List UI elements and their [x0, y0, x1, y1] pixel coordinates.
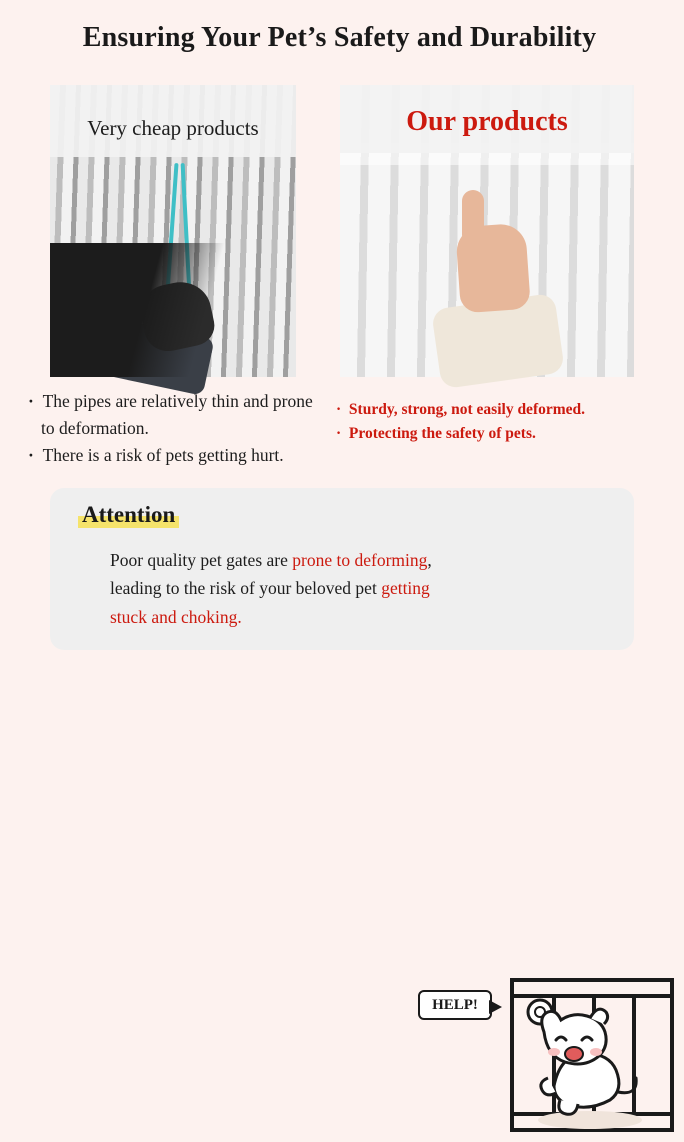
gloved-hand-icon	[136, 276, 218, 355]
attention-text	[110, 546, 460, 631]
panel-caption-ours: Our products	[340, 85, 634, 153]
attention-text-part: Poor quality pet gates are	[110, 550, 293, 570]
attention-highlight: getting stuck and choking.	[110, 578, 430, 627]
list-item: · The pipes are relatively thin and prone to deformation.	[28, 388, 328, 442]
attention-highlight: prone to	[292, 550, 351, 570]
attention-highlight: deforming	[354, 550, 428, 570]
list-item: · Protecting the safety of pets.	[336, 422, 666, 446]
attention-text-part: , leading to the risk of your	[110, 550, 432, 599]
hand-icon	[455, 223, 531, 314]
list-item: · There is a risk of pets getting hurt.	[28, 442, 328, 469]
thin-pipe-icon	[181, 163, 192, 293]
speech-bubble: HELP!	[418, 990, 492, 1020]
page-title: Ensuring Your Pet’s Safety and Durability	[82, 22, 597, 53]
panel-our-products	[340, 85, 634, 377]
attention-title: Attention	[78, 502, 179, 528]
attention-text-part: beloved pet	[295, 578, 382, 599]
bullet-list-cheap	[28, 388, 328, 469]
panel-cheap-products	[50, 85, 296, 377]
thin-pipe-icon	[165, 163, 178, 293]
panel-caption-cheap: Very cheap products	[50, 85, 296, 157]
bullet-list-ours	[336, 398, 666, 446]
cat-stuck-in-gate-illustration	[502, 974, 684, 1142]
attention-box	[50, 488, 634, 1013]
sleeve-shape	[75, 312, 214, 396]
list-item: · Sturdy, strong, not easily deformed.	[336, 398, 666, 422]
